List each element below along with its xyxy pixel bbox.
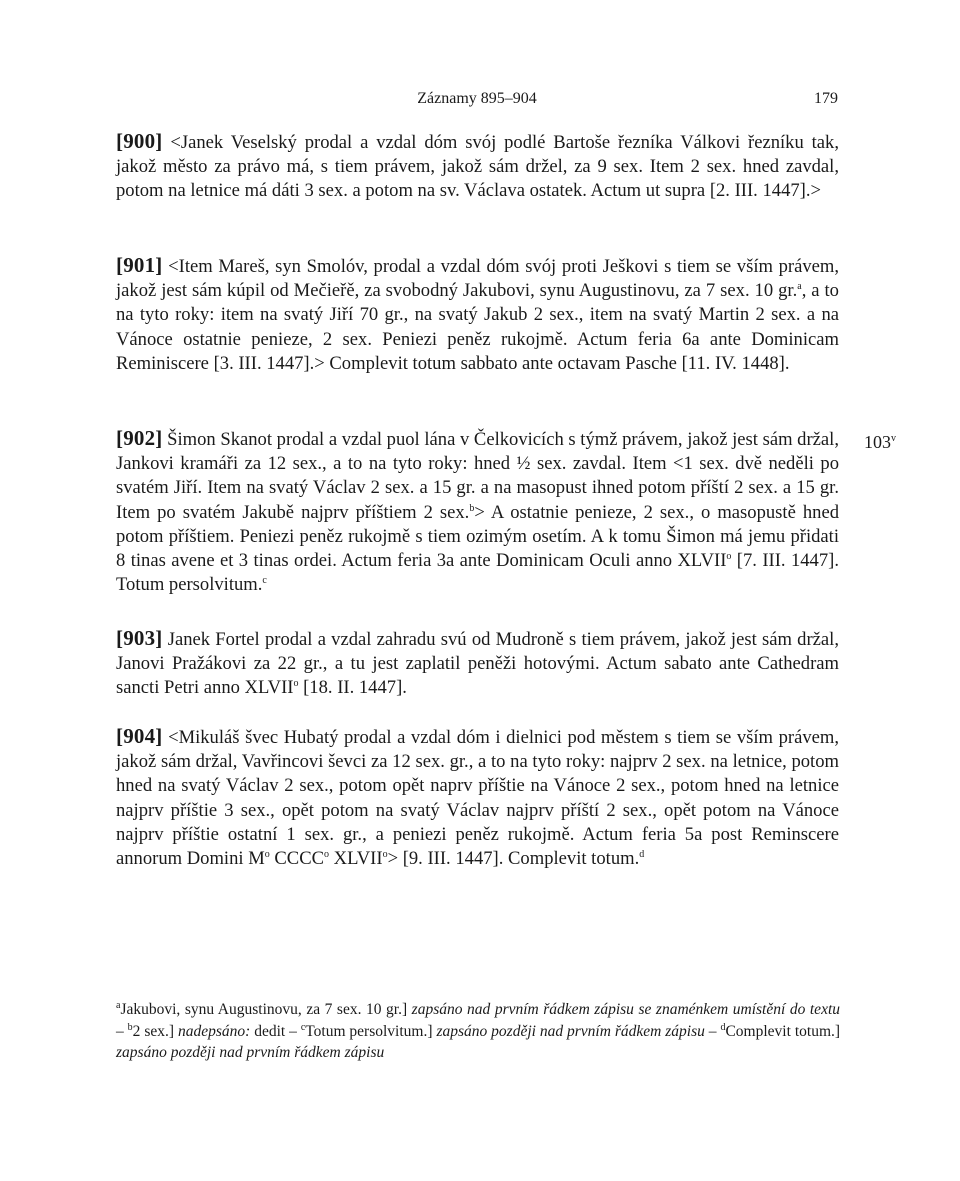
footnote-d-note: zapsáno později nad prvním řádkem zápisu [116,1044,385,1061]
entry-text: XLVII [329,848,383,870]
entry-text: > [9. III. 1447]. Complevit totum. [387,848,640,870]
entry-901 [116,253,839,376]
ordinal-superscript: o [382,848,388,860]
footnotes [116,999,840,1064]
entry-number: [901] [116,253,163,277]
footnote-c-mark: c [300,1021,306,1033]
footnote-a-lemma: Jakubovi, synu Augustinovu, za 7 sex. 10 gr.] [120,1001,408,1018]
footnote-separator: – [708,1022,717,1040]
entry-text: <Item Mareš, syn Smolóv, prodal a vzdal dóm svój proti Ješkovi s tiem se vším právem, jakož jest sám kúpil od Mečieřě, za svobodný Jakubovi, synu Augustinovu, za 7 sex. 10 gr. [116,256,839,302]
entry-text: Janek Fortel prodal a vzdal zahradu svú od Mudroně s tiem právem, jakož jest sám držal, Janovi Pražákovi za 22 gr., a tu jest zaplatil peněži hotovými. Actum sabato ante Cathedram sancti Petri anno XLVII [116,629,839,699]
ordinal-superscript: o [726,550,732,562]
entry-902 [116,426,839,597]
ordinal-superscript: o [324,848,330,860]
entry-number: [903] [116,626,163,650]
footnote-c-lemma: Totum persolvitum.] [305,1022,433,1040]
running-head [116,90,838,114]
ordinal-superscript: o [293,678,299,690]
entry-text: CCCC [269,848,325,870]
footnote-b-word: dedit [254,1022,286,1040]
footnote-d-lemma: Complevit totum.] [725,1022,841,1040]
entry-text: , a to na tyto roky: item na svatý Jiří 70 gr., na svatý Jakub 2 sex., item na svatý Martin 2 sex. a na Vánoce ostatnie penieze, 2 sex. Peniezi peněz rukojmě. Actum feria 6a ante Dominicam Reminiscere [3. III. 1447].> Complevit totum sabbato ante octavam Pasche [11. IV. 1448]. [116,280,839,374]
entry-903 [116,626,839,701]
page-title: Záznamy 895–904 [417,90,537,107]
entry-text: [18. II. 1447]. [298,677,407,699]
entry-text: <Janek Veselský prodal a vzdal dóm svój podlé Bartoše řezníka Válkovi řezníku tak, jakož město za právo má, s tiem právem, jakož sám držel, za 9 sex. Item 2 sex. hned zavdal, potom na letnice má dáti 3 sex. a potom na sv. Václava ostatek. Actum ut supra [2. III. 1447].> [116,132,839,202]
entry-text: > A ostatnie penieze, 2 sex., o masopustě hned potom příštiem. Peniezi peněz rukojmě s tiem ozimým osetím. A k tomu Šimon má jemu přidati 8 tinas avene et 3 tinas ordei. Actum feria 3a ante Dominicam Oculi anno XLVII [116,501,839,572]
footnote-b-note: nadepsáno: [177,1022,251,1040]
entry-text: <Mikuláš švec Hubatý prodal a vzdal dóm i dielnici pod městem s tiem se vším právem, jakož sám držal, Vavřincovi ševci za 12 sex. gr., a to na tyto roky: najprv 2 sex. na letnice, potom hned na svatý Václav 2 sex., potom opět naprv příštie na Vánoce 2 sex., potom hned na letnice najprv příštie 3 sex., opět potom na svatý Václav najprv příští 2 sex., opět potom na Vánoce najprv příštie ostatní 1 sex. gr., a peniezi peněz rukojmě. Actum feria 5a post Reminscere annorum Domini M [116,727,839,870]
ordinal-superscript: o [264,848,270,860]
entry-904 [116,724,839,871]
footnote-separator: – [116,1022,124,1040]
footnote-c-note: zapsáno později nad prvním řádkem zápisu [436,1022,705,1040]
footnote-a-mark: a [116,999,121,1011]
entry-number: [900] [116,129,163,153]
footnote-marker: b [469,502,475,514]
folio-side: v [891,433,896,444]
footnote-marker: c [262,575,267,587]
entry-number: [904] [116,724,163,748]
page-number: 179 [814,90,838,107]
entry-text: Šimon Skanot prodal a vzdal puol lána v Čelkovicích s týmž právem, jakož jest sám držal, Jankovi kramáři za 12 sex., a to na tyto roky: hned ½ sex. zavdal. Item <1 sex. dvě neděli po svatém Jiří. Item na svatý Václav 2 sex. a 15 gr. a na masopust ihned potom příští 2 sex. a 15 gr. Item po svatém Jakubě najprv příštiem 2 sex. [116,429,839,523]
entry-text: [7. III. 1447]. Totum persolvitum. [116,550,839,596]
footnote-separator: – [289,1022,297,1040]
folio-number: 103 [864,432,891,452]
folio-margin-note [864,432,896,453]
footnote-marker: a [797,281,802,293]
footnote-b-lemma: 2 sex.] [132,1022,175,1040]
footnote-marker: d [639,848,645,860]
footnote-a-note: zapsáno nad prvním řádkem zápisu se znaménkem umístění do textu [411,1001,840,1018]
entry-number: [902] [116,426,163,450]
footnote-b-mark: b [127,1021,133,1033]
entry-900 [116,129,839,204]
footnote-d-mark: d [720,1021,726,1033]
